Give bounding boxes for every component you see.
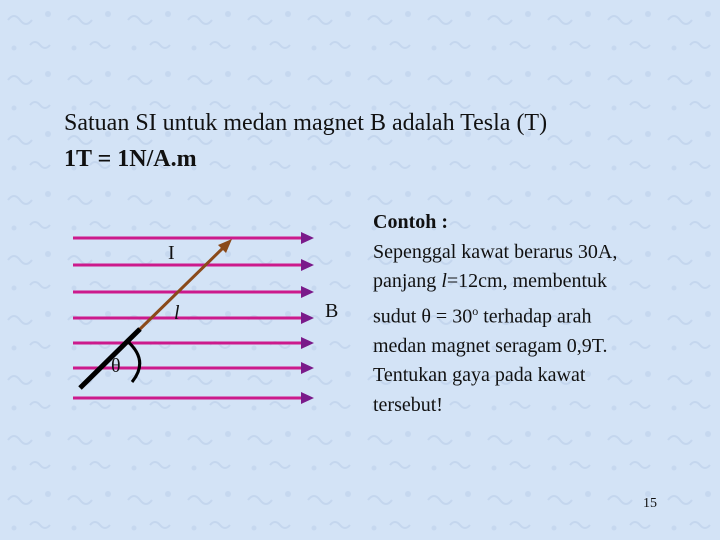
example-line: tersebut!: [373, 393, 443, 416]
wire: [80, 239, 232, 388]
slide-heading: Satuan SI untuk medan magnet B adalah Tesla (T): [64, 110, 548, 136]
example-text: panjang: [373, 270, 442, 292]
length-label: l: [174, 302, 180, 324]
example-line: medan magnet seragam 0,9T.: [373, 334, 608, 357]
field-line: [73, 392, 314, 404]
wire-lower-segment: [80, 329, 140, 388]
field-line: [73, 337, 314, 349]
page-number: 15: [643, 496, 657, 511]
field-line: [73, 232, 314, 244]
example-line: Tentukan gaya pada kawat: [373, 364, 586, 387]
field-label: B: [325, 300, 339, 322]
angle-arc: [126, 340, 140, 382]
example-problem: [373, 208, 617, 420]
example-text: sudut θ = 30: [373, 305, 473, 328]
field-line: [73, 259, 314, 271]
field-line: [73, 286, 314, 298]
example-text: =12cm, membentuk: [446, 270, 608, 292]
example-line: Sepenggal kawat berarus 30A,: [373, 240, 618, 263]
field-lines: [73, 232, 314, 404]
length-variable: l: [441, 270, 447, 292]
current-label: I: [168, 242, 175, 264]
angle-label: θ: [111, 355, 121, 377]
field-line: [73, 312, 314, 324]
degree-mark: o: [472, 303, 479, 318]
tesla-formula: 1T = 1N/A.m: [64, 146, 197, 172]
example-line: [373, 267, 617, 297]
example-title: Contoh :: [373, 211, 449, 233]
field-line: [73, 362, 314, 374]
example-line: [373, 297, 617, 332]
example-text: terhadap arah: [478, 305, 592, 328]
